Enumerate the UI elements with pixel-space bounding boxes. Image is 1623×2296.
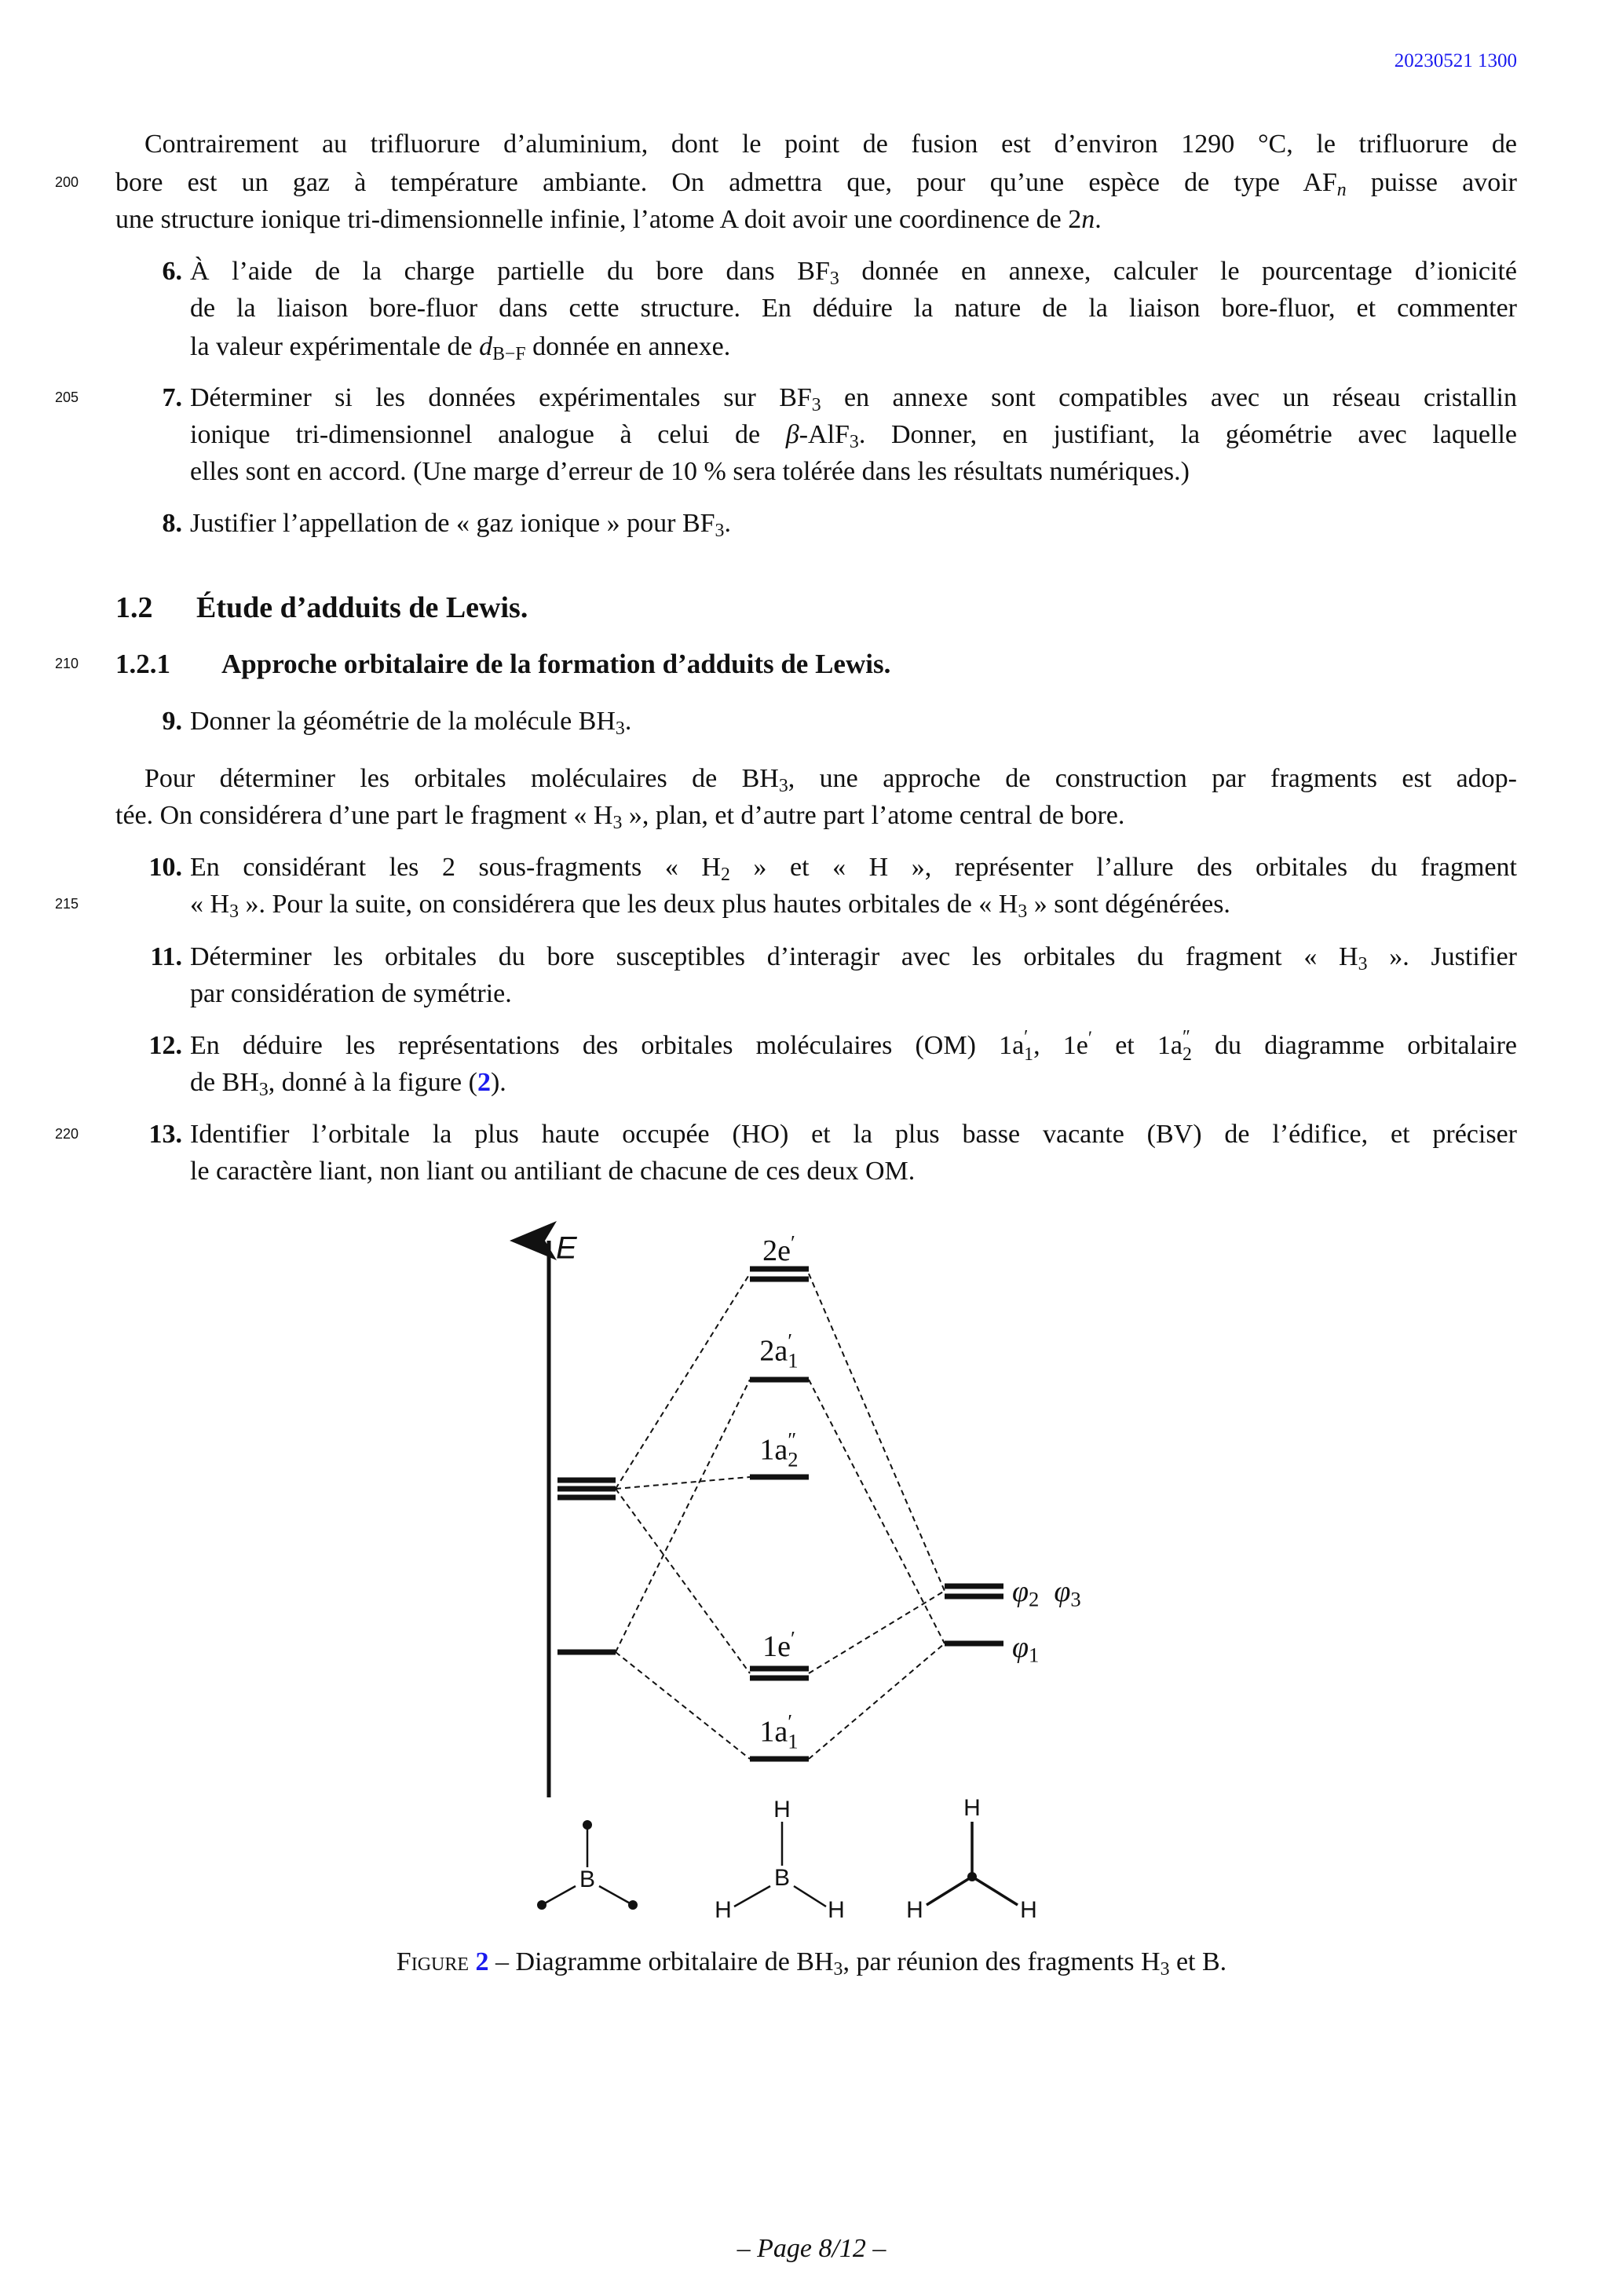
correlation-line <box>809 1274 945 1591</box>
question-line: le caractère liant, non liant ou antiliant de chacune de ces deux OM. <box>190 1157 916 1186</box>
correlation-line <box>616 1652 750 1759</box>
superscript: ′ <box>788 1709 793 1734</box>
question-number: 10. <box>148 853 182 882</box>
subscript: 3 <box>1358 953 1368 974</box>
atom-hydrogen: H <box>963 1795 981 1821</box>
question-line: Donner la géométrie de la molécule $BH_3$. <box>190 707 632 739</box>
atom-hydrogen: H <box>906 1897 923 1923</box>
subsection-number: 1.2.1 <box>115 649 170 679</box>
question-line: « $H_3$ ». Pour la suite, on considérera que les deux plus hautes orbitales de « $H_3$ » sont dégénérées. <box>190 890 1230 922</box>
question-number: 9. <box>162 707 182 736</box>
bond <box>794 1886 826 1907</box>
superscript: ′ <box>791 1230 795 1255</box>
line-number: 215 <box>55 896 79 912</box>
question-line: Déterminer les orbitales du bore susceptibles d’interagir avec les orbitales du fragment « $H_3$ ». Justifier <box>190 942 1517 974</box>
subscript: 3 <box>615 718 625 739</box>
subsection-title: Approche orbitalaire de la formation d’adduits de Lewis. <box>221 649 891 679</box>
subscript: 1 <box>788 1730 799 1753</box>
orbital-lobe-dot <box>537 1900 546 1910</box>
subscript: 3 <box>829 268 839 289</box>
bond <box>927 1877 972 1905</box>
figure-caption <box>0 1947 1623 1980</box>
subscript: 3 <box>811 394 821 415</box>
superscript: ′ <box>788 1329 793 1353</box>
question-number: 11. <box>150 942 182 971</box>
math-symbol: β <box>785 420 799 449</box>
bond <box>972 1877 1018 1905</box>
question-line: En déduire les représentations des orbitales moléculaires (OM) 1a ′ 1 , 1e′ et 1a ″ 2 du diagramme orbitalaire <box>190 1026 1518 1066</box>
superscript: ′ <box>1087 1028 1093 1049</box>
energy-axis-label: E <box>556 1230 577 1266</box>
subscript: 1 <box>788 1349 799 1373</box>
math-symbol: φ <box>1012 1631 1029 1664</box>
subscript: 3 <box>1070 1587 1081 1611</box>
level-label-phi23 <box>1012 1574 1081 1609</box>
level-label-1e: 1e′ <box>762 1626 795 1663</box>
subscript: 3 <box>1018 901 1028 922</box>
orbital-lobe-dot <box>583 1820 592 1830</box>
section-title: Étude d’adduits de Lewis. <box>196 591 528 624</box>
atom-hydrogen: H <box>828 1897 845 1923</box>
paragraph-line: Contrairement au trifluorure d’aluminium, dont le point de fusion est d’environ 1290 °C, le trifluorure de <box>144 130 1517 159</box>
superscript: ″ <box>1183 1026 1190 1047</box>
line-number: 200 <box>55 174 79 190</box>
subscript: 1 <box>1024 1044 1034 1066</box>
question-number: 8. <box>162 509 182 538</box>
question-line: la valeur expérimentale de $d_{B-F}$ donnée en annexe. <box>190 332 731 364</box>
sup-sub-index <box>788 1709 799 1753</box>
subscript: 3 <box>778 775 788 796</box>
question-number: 7. <box>162 383 182 412</box>
correlation-line <box>616 1274 750 1489</box>
question-number: 13. <box>148 1120 182 1149</box>
section-number: 1.2 <box>115 591 153 624</box>
bond <box>542 1886 576 1905</box>
line-number: 205 <box>55 389 79 405</box>
page-footer: – Page 8/12 – <box>737 2234 886 2263</box>
superscript: ′ <box>1024 1026 1029 1047</box>
figure-number-link[interactable]: 2 <box>475 1947 489 1976</box>
subscript: 2 <box>788 1448 799 1472</box>
subscript: 3 <box>849 431 859 452</box>
question-line: elles sont en accord. (Une marge d’erreur de 10 % sera tolérée dans les résultats numériques.) <box>190 457 1190 486</box>
paragraph-line: tée. On considérera d’une part le fragment « $H_3$ », plan, et d’autre part l’atome central de bore. <box>115 801 1125 833</box>
bond <box>734 1886 770 1907</box>
atom-hydrogen: H <box>1020 1897 1037 1923</box>
superscript: ″ <box>788 1428 797 1452</box>
level-label-2e: 2e′ <box>762 1230 795 1267</box>
level-label-2a1: 2a ′ 1 <box>759 1329 799 1373</box>
caption-subscript: 3 <box>1160 1958 1170 1980</box>
math-symbol: d <box>479 332 493 361</box>
question-number: 6. <box>162 257 182 286</box>
subscript: 3 <box>612 812 623 833</box>
bond <box>599 1886 633 1905</box>
math-symbol: φ <box>1012 1575 1029 1608</box>
subscript: 2 <box>1029 1587 1040 1611</box>
level-label-phi1 <box>1012 1630 1039 1665</box>
question-line: À l’aide de la charge partielle du bore dans $BF_3$ donnée en annexe, calculer le pourcentage d’ionicité <box>190 257 1517 289</box>
paragraph-line: une structure ionique tri-dimensionnelle infinie, l’atome A doit avoir une coordinence de 2n. <box>115 205 1102 234</box>
line-number: 220 <box>55 1126 79 1142</box>
paragraph-line: Pour déterminer les orbitales moléculaires de $BH_3$, une approche de construction par fragments est adop- <box>144 764 1517 796</box>
document-stamp: 20230521 1300 <box>1394 50 1517 71</box>
subscript: 2 <box>720 864 730 885</box>
subscript: 2 <box>1183 1044 1192 1066</box>
math-symbol: φ <box>1054 1575 1071 1608</box>
center-dot <box>967 1872 977 1881</box>
question-line: de $BH_3$, donné à la figure (2). <box>190 1068 506 1100</box>
superscript: ′ <box>791 1626 795 1651</box>
question-line: Déterminer si les données expérimentales sur $BF_3$ en annexe sont compatibles avec un réseau cristallin <box>190 383 1517 415</box>
figure-word: Figure <box>396 1947 470 1976</box>
atom-hydrogen: H <box>773 1797 791 1823</box>
molecule-sketches <box>542 1822 1018 1907</box>
figure-reference-link[interactable]: 2 <box>477 1068 491 1097</box>
orbital-lobe-dot <box>628 1900 638 1910</box>
level-label-1a2: 1a ″ 2 <box>759 1428 799 1472</box>
question-line: par considération de symétrie. <box>190 979 512 1008</box>
paragraph-line: bore est un gaz à température ambiante. On admettra que, pour qu’une espèce de type $AF_n$ puisse avoir <box>115 168 1517 200</box>
caption-subscript: 3 <box>833 1958 843 1980</box>
subscript: n <box>1336 179 1347 200</box>
question-line: de la liaison bore-fluor dans cette structure. En déduire la nature de la liaison bore-fluor, et commenter <box>190 294 1517 323</box>
subscript: 1 <box>1029 1643 1040 1667</box>
atom-hydrogen: H <box>715 1897 732 1923</box>
atom-boron: B <box>579 1866 596 1892</box>
subscript: 3 <box>715 520 725 541</box>
subscript: 3 <box>229 901 239 922</box>
caption-text: et B. <box>1169 1947 1227 1976</box>
atom-boron: B <box>773 1865 791 1891</box>
question-line: Justifier l’appellation de « gaz ionique » pour $BF_3$. <box>190 509 731 541</box>
level-label-1a1: 1a ′ 1 <box>759 1709 799 1753</box>
subscript: B−F <box>492 343 526 364</box>
math-symbol: n <box>1081 205 1095 234</box>
sup-sub-index <box>788 1428 799 1472</box>
line-number: 210 <box>55 656 79 671</box>
question-number: 12. <box>148 1031 182 1060</box>
sup-sub-index <box>788 1329 799 1373</box>
subscript: 3 <box>258 1079 269 1100</box>
caption-text: , par réunion des fragments H <box>843 1947 1161 1976</box>
question-line: En considérant les 2 sous-fragments « $H_2$ » et « H », représenter l’allure des orbitales du fragment <box>190 853 1517 885</box>
correlation-line <box>616 1477 750 1489</box>
question-line: Identifier l’orbitale la plus haute occupée (HO) et la plus basse vacante (BV) de l’édifice, et préciser <box>190 1120 1517 1149</box>
caption-text: – Diagramme orbitalaire de BH <box>488 1947 834 1976</box>
question-line: ionique tri-dimensionnel analogue à celui de β-AlF$_3$. Donner, en justifiant, la géométrie avec laquelle <box>190 420 1517 452</box>
